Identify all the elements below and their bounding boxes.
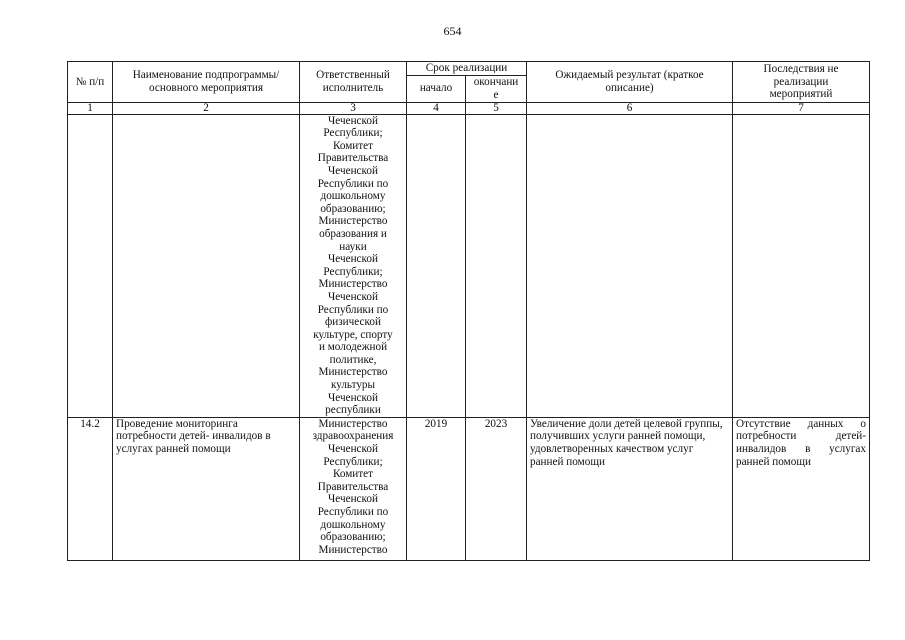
row-start — [407, 114, 466, 417]
row-name: Проведение мониторинга потребности детей- инвалидов в услугах ранней помощи — [113, 417, 300, 560]
row-result — [527, 114, 733, 417]
header-end: окончани е — [466, 75, 527, 102]
column-number: 6 — [527, 102, 733, 114]
header-start: начало — [407, 75, 466, 102]
column-number: 3 — [300, 102, 407, 114]
column-number: 7 — [733, 102, 870, 114]
header-row-1 — [68, 62, 870, 76]
row-responsible: Чеченской Республики; Комитет Правительства Чеченской Республики по дошкольному образованию; Министерство образования и науки Чеченской Республики; Министерство Чеченской Республики по физической культуре, спорту и молодежной политике, Министерство культуры Чеченской республики — [300, 114, 407, 417]
header-result: Ожидаемый результат (краткое описание) — [527, 62, 733, 103]
page-number: 654 — [443, 24, 462, 38]
row-result: Увеличение доли детей целевой группы, получивших услуги ранней помощи, удовлетворенных качеством услуг ранней помощи — [527, 417, 733, 560]
row-end — [466, 114, 527, 417]
row-start: 2019 — [407, 417, 466, 560]
program-table — [67, 61, 870, 561]
header-num: № п/п — [68, 62, 113, 103]
header-name: Наименование подпрограммы/ основного мероприятия — [113, 62, 300, 103]
column-number: 2 — [113, 102, 300, 114]
column-number: 5 — [466, 102, 527, 114]
header-responsible: Ответственный исполнитель — [300, 62, 407, 103]
header-consequences: Последствия не реализации мероприятий — [733, 62, 870, 103]
table-row — [68, 417, 870, 560]
table-row — [68, 114, 870, 417]
row-end: 2023 — [466, 417, 527, 560]
column-number: 4 — [407, 102, 466, 114]
column-number: 1 — [68, 102, 113, 114]
row-consequences — [733, 114, 870, 417]
row-num — [68, 114, 113, 417]
row-name — [113, 114, 300, 417]
row-consequences: Отсутствие данных о потребности детей-инвалидов в услугах ранней помощи — [733, 417, 870, 560]
header-period: Срок реализации — [407, 62, 527, 76]
column-number-row — [68, 102, 870, 114]
row-responsible: Министерство здравоохранения Чеченской Республики; Комитет Правительства Чеченской Республики по дошкольному образованию; Министерство — [300, 417, 407, 560]
row-num: 14.2 — [68, 417, 113, 560]
